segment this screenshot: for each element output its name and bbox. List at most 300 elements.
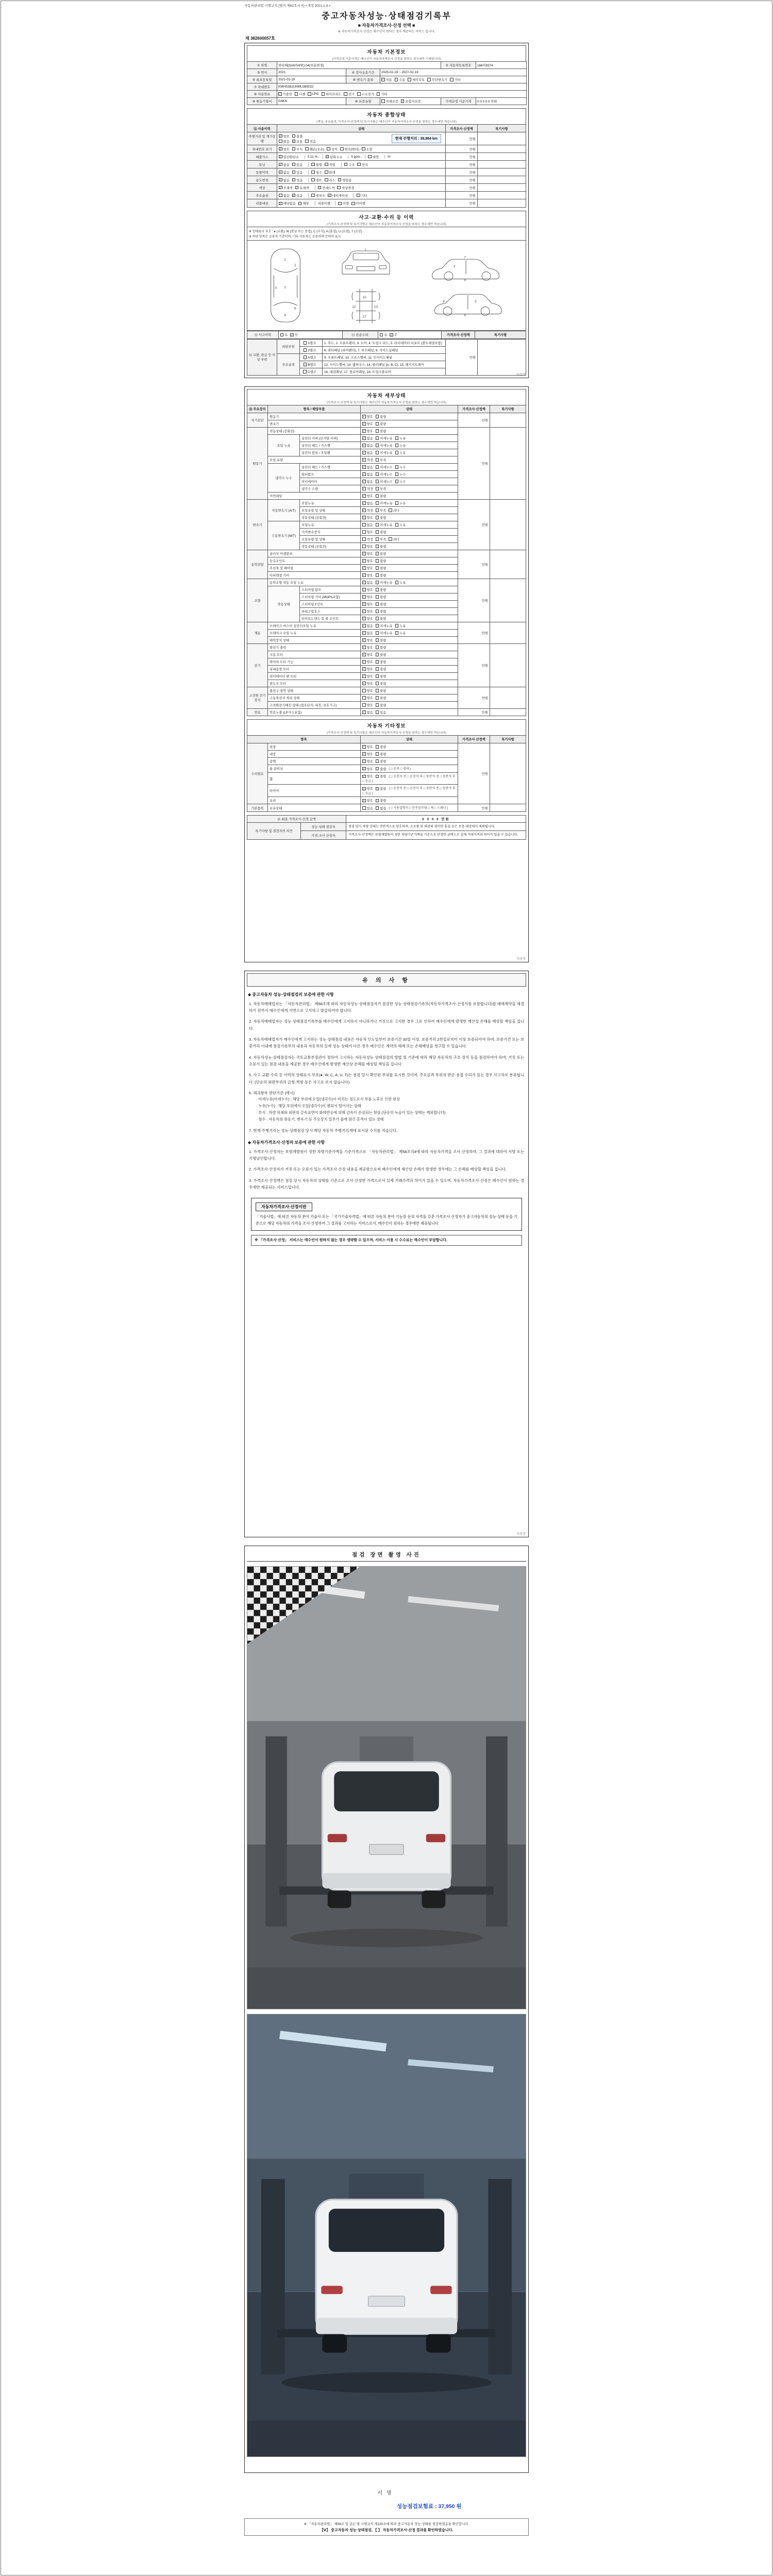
- field-value: 싼타페(SANTAFE)-04(부분변경): [278, 64, 324, 67]
- checkbox-box-icon: ✓: [279, 147, 282, 151]
- checkbox-unchecked[interactable]: [304, 355, 316, 360]
- price-cell: 만원: [446, 132, 478, 145]
- legend-note: ※ 하단 항목은 승용차 기준이며, 기타 자동차는 승용차에 준하여 표시: [249, 235, 341, 239]
- checkbox-unchecked[interactable]: [376, 674, 386, 679]
- checkbox-checked[interactable]: [362, 595, 373, 599]
- notice-item: 5. 사고·교환·수리 등 이력의 상태표시 부호(●, W, C, A, U, T)는 점검 당시 확인된 부위를 표시한 것이며, 주요골격 부위의 판금·용접 수리가 있는 경우 사고차로 분류됩니다. (단순히 외판부위의 긁힘·찍힘 등은 사고로 보지 않습니다): [249, 1073, 524, 1084]
- overall-row: [247, 153, 526, 161]
- checkbox-checked[interactable]: [362, 580, 373, 585]
- checkbox-unchecked[interactable]: [377, 92, 388, 96]
- checkbox-unchecked[interactable]: [344, 92, 355, 96]
- checkbox-unchecked[interactable]: [318, 185, 335, 190]
- checkbox-checked[interactable]: [362, 609, 373, 614]
- checkbox-unchecked[interactable]: [389, 508, 399, 513]
- usage-item-label: 리콜대상: [247, 199, 277, 208]
- checkbox-unchecked[interactable]: [376, 681, 386, 686]
- checkbox-unchecked[interactable]: [376, 602, 386, 606]
- checkbox-unchecked[interactable]: [376, 759, 386, 764]
- checkbox-unchecked[interactable]: [305, 147, 324, 151]
- checkbox-unchecked[interactable]: [362, 544, 373, 549]
- checkbox-checked[interactable]: [362, 645, 373, 650]
- checkbox-label: 보통: [296, 140, 303, 144]
- checkbox-unchecked[interactable]: [376, 573, 386, 578]
- checkbox-box-icon: ✓: [363, 775, 365, 778]
- checkbox-label: 있음: [366, 807, 373, 811]
- checkbox-checked[interactable]: [401, 99, 421, 104]
- checkbox-checked[interactable]: [362, 798, 373, 803]
- checkbox-label: 없음: [366, 436, 373, 440]
- checkbox-box-icon: ✓: [363, 487, 365, 491]
- checkbox-box-icon: ✓: [363, 653, 365, 657]
- panel-category: 주요골격: [277, 353, 300, 375]
- checkbox-unchecked[interactable]: [376, 767, 386, 771]
- inline-value: 리콜이행 :: [315, 201, 333, 206]
- checkbox-box-icon: [311, 194, 315, 197]
- checkbox-unchecked[interactable]: [337, 185, 354, 190]
- checkbox-unchecked[interactable]: [408, 77, 425, 82]
- checkbox-checked[interactable]: [292, 193, 303, 198]
- checkbox-checked[interactable]: [279, 162, 290, 167]
- checkbox-unchecked[interactable]: [362, 703, 373, 707]
- checkbox-unchecked[interactable]: [376, 774, 386, 778]
- checkbox-checked[interactable]: [362, 414, 373, 419]
- state-line: [279, 193, 444, 198]
- checkbox-unchecked[interactable]: [362, 522, 373, 527]
- checkbox-unchecked[interactable]: [380, 332, 388, 337]
- checkbox-unchecked[interactable]: [344, 162, 355, 167]
- checkbox-unchecked[interactable]: [304, 341, 316, 345]
- checkbox-unchecked[interactable]: [389, 537, 399, 541]
- checkbox-checked[interactable]: [362, 681, 373, 686]
- checkbox-checked[interactable]: [362, 710, 373, 715]
- checkbox-unchecked[interactable]: [340, 147, 359, 151]
- checkbox-unchecked[interactable]: [376, 587, 386, 592]
- checkbox-label: 수동: [399, 78, 406, 82]
- checkbox-checked[interactable]: [362, 501, 373, 505]
- checkbox-label: 매연: [372, 155, 379, 159]
- checkbox-unchecked[interactable]: [376, 703, 386, 707]
- checkbox-unchecked[interactable]: [376, 696, 386, 700]
- checkbox-label: 양호: [366, 689, 373, 693]
- checkbox-box-icon: [357, 163, 361, 166]
- checkbox-box-icon: ✓: [279, 93, 281, 96]
- field-value-cell: [277, 98, 346, 105]
- field-value-cell: [476, 62, 527, 69]
- checkbox-checked[interactable]: [362, 450, 373, 455]
- checkbox-label: 있음: [296, 194, 303, 198]
- checkbox-box-icon: [362, 147, 365, 151]
- checkbox-unchecked[interactable]: [311, 162, 322, 167]
- checkbox-checked[interactable]: [362, 558, 373, 563]
- state-suffix: ( □ 사용설명서 □ 안전삼각대 □ 잭 □ 스패너 ): [389, 807, 448, 810]
- checkbox-unchecked[interactable]: [395, 479, 406, 484]
- checkbox-unchecked[interactable]: [376, 494, 386, 498]
- item-state: [361, 593, 458, 600]
- checkbox-label: 없음: [366, 581, 373, 585]
- note-cell: [478, 145, 526, 153]
- checkbox-unchecked[interactable]: [362, 688, 373, 693]
- checkbox-label: 양호: [366, 767, 373, 771]
- checkbox-unchecked[interactable]: [292, 134, 303, 139]
- checkbox-unchecked[interactable]: [292, 178, 303, 182]
- field-value-cell: [380, 69, 527, 76]
- checkbox-checked[interactable]: [362, 667, 373, 671]
- checkbox-unchecked[interactable]: [376, 609, 386, 614]
- checkbox-unchecked[interactable]: [338, 201, 349, 206]
- checkbox-checked[interactable]: [362, 573, 373, 578]
- checkbox-unchecked[interactable]: [376, 652, 386, 657]
- checkbox-checked[interactable]: [292, 139, 303, 144]
- checkbox-checked[interactable]: [362, 638, 373, 642]
- checkbox-unchecked[interactable]: [362, 147, 373, 151]
- checkbox-unchecked[interactable]: [368, 155, 379, 159]
- checkbox-checked[interactable]: [362, 551, 373, 556]
- checkbox-unchecked[interactable]: [376, 537, 386, 541]
- checkbox-label: 양호: [366, 559, 373, 563]
- checkbox-unchecked[interactable]: [376, 616, 386, 621]
- checkbox-checked[interactable]: [279, 178, 290, 182]
- field-value-cell: [380, 98, 441, 105]
- checkbox-unchecked[interactable]: [395, 77, 406, 82]
- checkbox-checked[interactable]: [362, 759, 373, 764]
- checkbox-checked[interactable]: [362, 752, 373, 756]
- checkbox-unchecked[interactable]: [395, 436, 406, 440]
- checkbox-unchecked[interactable]: [362, 806, 373, 810]
- checkbox-label: B랭크: [308, 363, 316, 367]
- checkbox-unchecked[interactable]: [376, 558, 386, 563]
- checkbox-unchecked[interactable]: [311, 178, 322, 182]
- checkbox-unchecked[interactable]: [325, 178, 335, 182]
- checkbox-unchecked[interactable]: [298, 201, 309, 206]
- checkbox-checked[interactable]: [362, 674, 373, 679]
- checkbox-unchecked[interactable]: [427, 77, 447, 82]
- device-group-label: 전기: [247, 643, 268, 687]
- photo2-scene: [247, 2014, 526, 2456]
- checkbox-unchecked[interactable]: [325, 170, 335, 175]
- checkbox-unchecked[interactable]: [376, 472, 393, 477]
- detail-row: [247, 804, 526, 812]
- checkbox-unchecked[interactable]: [376, 744, 386, 749]
- item-state: [361, 442, 458, 449]
- checkbox-unchecked[interactable]: [292, 147, 303, 151]
- checkbox-label: 탄화수소: [330, 155, 343, 159]
- checkbox-unchecked[interactable]: [376, 667, 386, 671]
- checkbox-checked[interactable]: [362, 486, 373, 491]
- col-header-item: 항목 / 해당부품: [268, 405, 361, 413]
- checkbox-unchecked[interactable]: [279, 193, 290, 198]
- device-group-label: 변속기: [247, 499, 268, 550]
- checkbox-unchecked[interactable]: [280, 332, 288, 337]
- checkbox-unchecked[interactable]: [311, 193, 325, 198]
- checkbox-label: 누유: [399, 451, 406, 455]
- checkbox-unchecked[interactable]: [395, 580, 406, 585]
- checkbox-unchecked[interactable]: [292, 162, 303, 167]
- checkbox-label: 누유: [399, 501, 406, 505]
- checkbox-unchecked[interactable]: [395, 501, 406, 505]
- checkbox-checked[interactable]: [362, 631, 373, 635]
- checkbox-unchecked[interactable]: [395, 443, 406, 448]
- checkbox-label: 누수: [399, 472, 406, 477]
- checkbox-unchecked[interactable]: [376, 486, 386, 491]
- checkbox-unchecked[interactable]: [395, 465, 406, 469]
- item-label: 실린더 헤드 / 가스켓: [300, 442, 361, 449]
- checkbox-box-icon: [292, 147, 296, 151]
- checkbox-checked[interactable]: [278, 92, 292, 96]
- checkbox-label: 해당없음: [283, 202, 296, 206]
- checkbox-box-icon: [292, 171, 296, 174]
- checkbox-unchecked[interactable]: [362, 530, 373, 534]
- checkbox-label: 불법: [315, 163, 323, 167]
- checkbox-checked[interactable]: [362, 602, 373, 606]
- overall-row: [247, 132, 526, 145]
- col-header-state: 상태: [361, 735, 458, 743]
- checkbox-checked[interactable]: [279, 155, 299, 159]
- checkbox-checked[interactable]: [362, 515, 373, 520]
- checkbox-unchecked[interactable]: [376, 710, 386, 715]
- checkbox-unchecked[interactable]: [376, 659, 386, 664]
- checkbox-unchecked[interactable]: [376, 752, 386, 756]
- checkbox-unchecked[interactable]: [338, 178, 352, 182]
- overall-row: [247, 145, 526, 153]
- checkbox-unchecked[interactable]: [376, 530, 386, 534]
- item-label: 작동상태 (공회전): [300, 514, 361, 521]
- item-state: [361, 485, 458, 492]
- checkbox-unchecked[interactable]: [376, 638, 386, 642]
- checkbox-unchecked[interactable]: [376, 414, 386, 419]
- checkbox-unchecked[interactable]: [362, 696, 373, 700]
- checkbox-unchecked[interactable]: [376, 806, 386, 810]
- checkbox-checked[interactable]: [362, 744, 373, 749]
- checkbox-label: 없음: [366, 451, 373, 455]
- checkbox-checked[interactable]: [362, 587, 373, 592]
- checkbox-checked[interactable]: [362, 508, 373, 513]
- checkbox-unchecked[interactable]: [376, 479, 393, 484]
- detail-row: [247, 413, 526, 420]
- item-state: [361, 499, 458, 506]
- state-line: [279, 177, 444, 182]
- checkbox-unchecked[interactable]: [376, 457, 386, 462]
- price-cell: 만원: [446, 176, 478, 184]
- checkbox-checked[interactable]: [362, 421, 373, 426]
- checkbox-unchecked[interactable]: [450, 77, 461, 82]
- rank-items: 9. 프론트패널, 10. 크로스멤버, 11. 인사이드패널: [323, 353, 446, 361]
- checkbox-unchecked[interactable]: [376, 515, 386, 520]
- checkbox-checked[interactable]: [362, 472, 373, 477]
- checkbox-unchecked[interactable]: [376, 631, 393, 635]
- checkbox-label: 없음: [366, 624, 373, 628]
- item-state: [361, 463, 458, 470]
- checkbox-checked[interactable]: [390, 332, 397, 337]
- price-cell: 만원: [446, 145, 478, 153]
- checkbox-checked[interactable]: [279, 134, 290, 139]
- checkbox-checked[interactable]: [279, 170, 290, 175]
- checkbox-unchecked[interactable]: [295, 185, 309, 190]
- checkbox-box-icon: [376, 646, 379, 649]
- pricing-foot-note: ※ 「가격조사·산정」 서비스는 매수인이 원하지 않는 경우 생략할 수 있으며, 서비스 이용 시 수수료는 매수인이 부담합니다.: [251, 1235, 522, 1246]
- checkbox-box-icon: [376, 624, 379, 628]
- checkbox-unchecked[interactable]: [304, 362, 316, 367]
- checkbox-box-icon: [450, 78, 453, 81]
- checkbox-checked[interactable]: [362, 767, 373, 771]
- checkbox-checked[interactable]: [362, 774, 373, 778]
- item-state: [361, 506, 458, 514]
- checkbox-label: 미세누수: [380, 465, 393, 469]
- price-cell: 만원: [458, 579, 490, 622]
- checkbox-checked[interactable]: [279, 147, 290, 151]
- checkbox-label: 없음: [366, 710, 373, 715]
- checkbox-unchecked[interactable]: [357, 92, 374, 96]
- checkbox-unchecked[interactable]: [395, 631, 406, 635]
- field-value-cell: [476, 98, 527, 105]
- checkbox-unchecked[interactable]: [376, 429, 386, 433]
- checkbox-unchecked[interactable]: [376, 443, 393, 448]
- checkbox-checked[interactable]: [362, 465, 373, 469]
- item-state: [361, 434, 458, 442]
- checkbox-label: C랭크: [307, 370, 316, 374]
- checkbox-box-icon: [362, 703, 366, 707]
- item-label: 타이로드엔드 및 볼 조인트: [300, 615, 361, 622]
- checkbox-unchecked[interactable]: [351, 201, 365, 206]
- checkbox-unchecked[interactable]: [395, 450, 406, 455]
- checkbox-label: 양호: [366, 660, 373, 664]
- checkbox-unchecked[interactable]: [325, 162, 335, 167]
- item-label: 스티어링조인트: [300, 600, 361, 607]
- checkbox-box-icon: [408, 78, 411, 81]
- checkbox-checked[interactable]: [362, 566, 373, 570]
- checkbox-unchecked[interactable]: [376, 688, 386, 693]
- checkbox-unchecked[interactable]: [303, 369, 316, 374]
- checkbox-unchecked[interactable]: [376, 566, 386, 570]
- item-state: [361, 785, 458, 797]
- checkbox-label: 이행: [342, 202, 349, 206]
- checkbox-box-icon: ✓: [279, 163, 282, 166]
- checkbox-unchecked[interactable]: [376, 544, 386, 549]
- checkbox-label: 양호: [366, 617, 373, 621]
- checkbox-checked[interactable]: [362, 443, 373, 448]
- checkbox-unchecked[interactable]: [395, 522, 406, 527]
- checkbox-label: 불량: [380, 566, 386, 570]
- checkbox-unchecked[interactable]: [381, 99, 398, 104]
- checkbox-checked[interactable]: [362, 786, 373, 791]
- item-state: [361, 765, 458, 772]
- checkbox-unchecked[interactable]: [322, 92, 342, 96]
- item-label: 구동축전지 격리 상태: [268, 694, 361, 701]
- checkbox-box-icon: [338, 202, 342, 206]
- checkbox-unchecked[interactable]: [295, 92, 306, 96]
- inspection-photo-2: [247, 2014, 526, 2457]
- checkbox-box-icon: [322, 92, 325, 96]
- price-cell: 만원: [446, 168, 478, 176]
- checkbox-checked[interactable]: [362, 479, 373, 484]
- checkbox-checked[interactable]: [326, 155, 343, 159]
- checkbox-checked[interactable]: [362, 623, 373, 628]
- checkbox-unchecked[interactable]: [376, 465, 393, 469]
- checkbox-box-icon: [376, 767, 379, 771]
- checkbox-checked[interactable]: [290, 332, 298, 337]
- checkbox-unchecked[interactable]: [311, 170, 322, 175]
- checkbox-unchecked[interactable]: [357, 162, 368, 167]
- checkbox-unchecked[interactable]: [305, 139, 316, 144]
- checkbox-box-icon: [395, 451, 399, 454]
- checkbox-unchecked[interactable]: [279, 139, 290, 144]
- checkbox-label: 있음: [380, 710, 386, 715]
- checkbox-box-icon: [362, 523, 366, 527]
- checkbox-checked[interactable]: [328, 193, 348, 198]
- checkbox-unchecked[interactable]: [304, 348, 316, 352]
- checkbox-box-icon: ✓: [363, 646, 365, 650]
- checkbox-unchecked[interactable]: [376, 580, 393, 585]
- checkbox-label: 불량: [380, 799, 386, 803]
- checkbox-unchecked[interactable]: [376, 508, 386, 513]
- checkbox-checked[interactable]: [362, 659, 373, 664]
- checkbox-unchecked[interactable]: [376, 551, 386, 556]
- field-label: ④ 검사유효기간: [346, 69, 380, 76]
- checkbox-unchecked[interactable]: [362, 537, 373, 541]
- item-label: 룸 클리닝: [268, 765, 361, 772]
- item-label: 외장: [268, 743, 361, 750]
- checkbox-unchecked[interactable]: [376, 786, 386, 791]
- checkbox-unchecked[interactable]: [376, 501, 393, 505]
- checkbox-unchecked[interactable]: [376, 450, 393, 455]
- checkbox-label: 하이브리드: [326, 93, 342, 96]
- checkbox-checked[interactable]: [362, 616, 373, 621]
- checkbox-checked[interactable]: [362, 436, 373, 440]
- item-state: [361, 680, 458, 687]
- checkbox-unchecked[interactable]: [376, 421, 386, 426]
- checkbox-box-icon: ✓: [326, 155, 329, 159]
- checkbox-unchecked[interactable]: [376, 623, 393, 628]
- checkbox-checked[interactable]: [362, 429, 373, 433]
- checkbox-label: 불량: [380, 689, 386, 693]
- checkbox-checked[interactable]: [381, 77, 392, 82]
- checkbox-box-icon: [318, 186, 322, 190]
- checkbox-unchecked[interactable]: [376, 436, 393, 440]
- checkbox-unchecked[interactable]: [376, 522, 393, 527]
- checkbox-label: 양호: [366, 602, 373, 606]
- checkbox-box-icon: ✓: [363, 745, 365, 749]
- checkbox-unchecked[interactable]: [395, 472, 406, 477]
- checkbox-unchecked[interactable]: [395, 623, 406, 628]
- checkbox-checked[interactable]: [362, 494, 373, 498]
- svg-text:7: 7: [283, 286, 286, 290]
- svg-text:4: 4: [283, 313, 286, 317]
- checkbox-unchecked[interactable]: [376, 798, 386, 803]
- item-label: 와이퍼 모터 기능: [268, 658, 361, 665]
- checkbox-checked[interactable]: [279, 201, 296, 206]
- notice-item: 4. 자동차성능·상태점검자는 국토교통부장관이 정하여 고시하는 자동차성능·상태점검의 방법 및 기준에 따라 해당 자동차의 구조·장치 등을 점검하여야 하며, 거짓 또는 오류가 있는 점검 내용을 제공한 경우 매수인에게 발생한 재산상 손해를 배상할 책임을 집니다.: [249, 1055, 524, 1067]
- overall-row: [247, 184, 526, 192]
- checkbox-checked[interactable]: [362, 457, 373, 462]
- checkbox-unchecked[interactable]: [308, 92, 318, 96]
- checkbox-label: 있음: [296, 171, 303, 175]
- checkbox-unchecked[interactable]: [292, 170, 303, 175]
- checkbox-unchecked[interactable]: [327, 147, 338, 151]
- checkbox-label: 불량: [380, 745, 386, 749]
- checkbox-unchecked[interactable]: [357, 193, 367, 198]
- field-label: ① 차명: [247, 62, 277, 69]
- note-cell: [478, 161, 526, 168]
- item-label: 오일누유: [300, 499, 361, 506]
- item-label: 오일누유: [300, 521, 361, 528]
- checkbox-label: 불량: [380, 703, 386, 707]
- checkbox-unchecked[interactable]: [376, 595, 386, 599]
- checkbox-unchecked[interactable]: [376, 645, 386, 650]
- detail-header-row: [247, 405, 526, 413]
- checkbox-box-icon: [395, 523, 399, 527]
- item-label: 원동기: [268, 413, 361, 420]
- checkbox-checked[interactable]: [279, 185, 293, 190]
- checkbox-checked[interactable]: [362, 652, 373, 657]
